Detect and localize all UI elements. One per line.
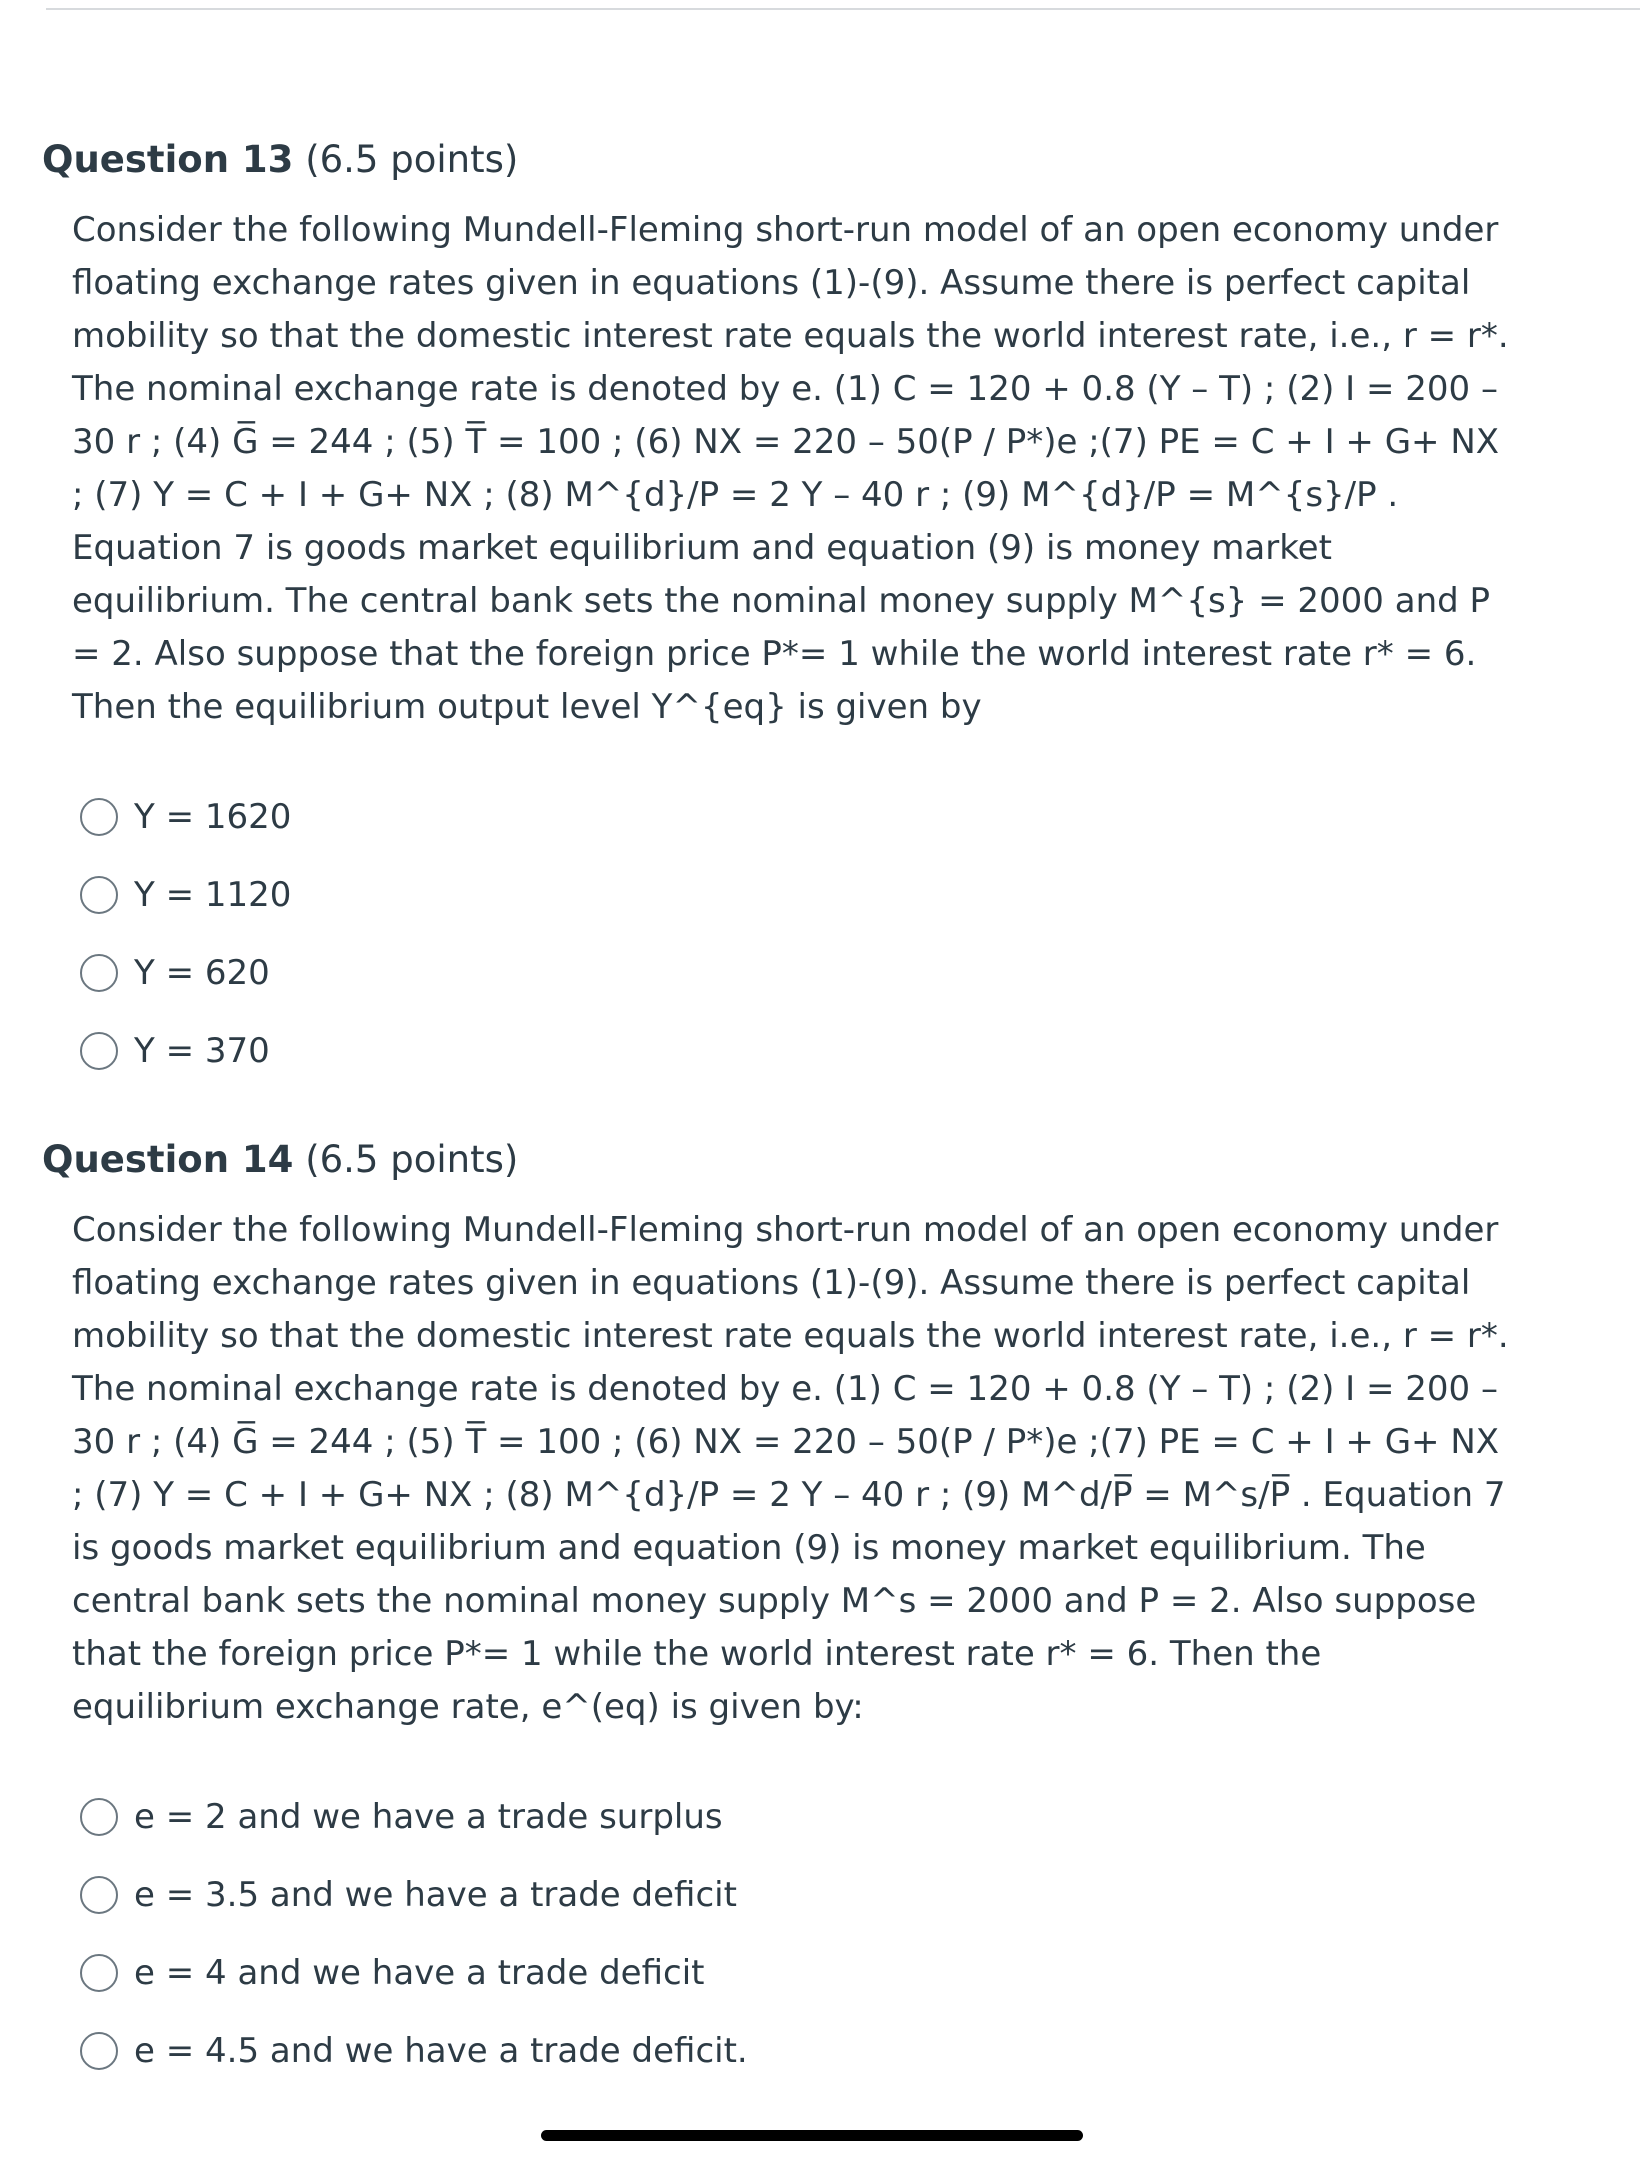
answer-options (80, 778, 1280, 1090)
answer-option-label[interactable]: e = 2 and we have a trade surplus (134, 1797, 723, 1837)
answer-option-label[interactable]: Y = 620 (134, 953, 270, 993)
question-points: (6.5 points) (305, 138, 519, 181)
radio-button-icon[interactable] (80, 954, 118, 992)
question-text: Consider the following Mundell-Fleming short-run model of an open economy under floating exchange rates given in equations (1)-(9). Assume there is perfect capital mobility so that the domestic interest rate equals the world interest rate, i.e., r = r*. The nominal exchange rate is denoted by e. (1) C = 120 + 0.8 (Y – T) ; (2) I = 200 – 30 r ; (4) G̅ = 244 ; (5) T̅ = 100 ; (6) NX = 220 – 50(P / P*)e ;(7) PE = C + I + G+ NX ; (7) Y = C + I + G+ NX ; (8) M^{d}/P = 2 Y – 40 r ; (9) M^{d}/P = M^{s}/P . Equation 7 is goods market equilibrium and equation (9) is money market equilibrium. The central bank sets the nominal money supply M^{s} = 2000 and P = 2. Also suppose that the foreign price P*= 1 while the world interest rate r* = 6. Then the equilibrium output level Y^{eq} is given by (72, 210, 1509, 727)
answer-option-label[interactable]: e = 4 and we have a trade deficit (134, 1953, 705, 1993)
radio-button-icon[interactable] (80, 876, 118, 914)
top-divider (46, 8, 1640, 10)
answer-option[interactable] (80, 1856, 1280, 1934)
radio-button-icon[interactable] (80, 1954, 118, 1992)
answer-option-label[interactable]: Y = 1620 (134, 797, 292, 837)
answer-option-label[interactable]: Y = 1120 (134, 875, 292, 915)
answer-options (80, 1778, 1280, 2090)
answer-option[interactable] (80, 778, 1280, 856)
question-title: Question 13 (42, 138, 294, 181)
radio-button-icon[interactable] (80, 798, 118, 836)
answer-option[interactable] (80, 856, 1280, 934)
question-header (42, 130, 518, 190)
answer-option-label[interactable]: e = 3.5 and we have a trade deficit (134, 1875, 737, 1915)
answer-option[interactable] (80, 1778, 1280, 1856)
question-title: Question 14 (42, 1138, 294, 1181)
answer-option[interactable] (80, 1012, 1280, 1090)
radio-button-icon[interactable] (80, 1032, 118, 1070)
radio-button-icon[interactable] (80, 1876, 118, 1914)
answer-option[interactable] (80, 1934, 1280, 2012)
radio-button-icon[interactable] (80, 1798, 118, 1836)
question-points: (6.5 points) (305, 1138, 519, 1181)
question-text: Consider the following Mundell-Fleming short-run model of an open economy under floating exchange rates given in equations (1)-(9). Assume there is perfect capital mobility so that the domestic interest rate equals the world interest rate, i.e., r = r*. The nominal exchange rate is denoted by e. (1) C = 120 + 0.8 (Y – T) ; (2) I = 200 – 30 r ; (4) G̅ = 244 ; (5) T̅ = 100 ; (6) NX = 220 – 50(P / P*)e ;(7) PE = C + I + G+ NX ; (7) Y = C + I + G+ NX ; (8) M^{d}/P = 2 Y – 40 r ; (9) M^d/P̅ = M^s/P̅ . Equation 7 is goods market equilibrium and equation (9) is money market equilibrium. The central bank sets the nominal money supply M^s = 2000 and P = 2. Also suppose that the foreign price P*= 1 while the world interest rate r* = 6. Then the equilibrium exchange rate, e^(eq) is given by: (72, 1210, 1509, 1727)
radio-button-icon[interactable] (80, 2032, 118, 2070)
answer-option[interactable] (80, 2012, 1280, 2090)
home-indicator[interactable] (541, 2130, 1083, 2141)
question-header (42, 1130, 518, 1190)
answer-option-label[interactable]: Y = 370 (134, 1031, 270, 1071)
answer-option[interactable] (80, 934, 1280, 1012)
answer-option-label[interactable]: e = 4.5 and we have a trade deficit. (134, 2031, 748, 2071)
